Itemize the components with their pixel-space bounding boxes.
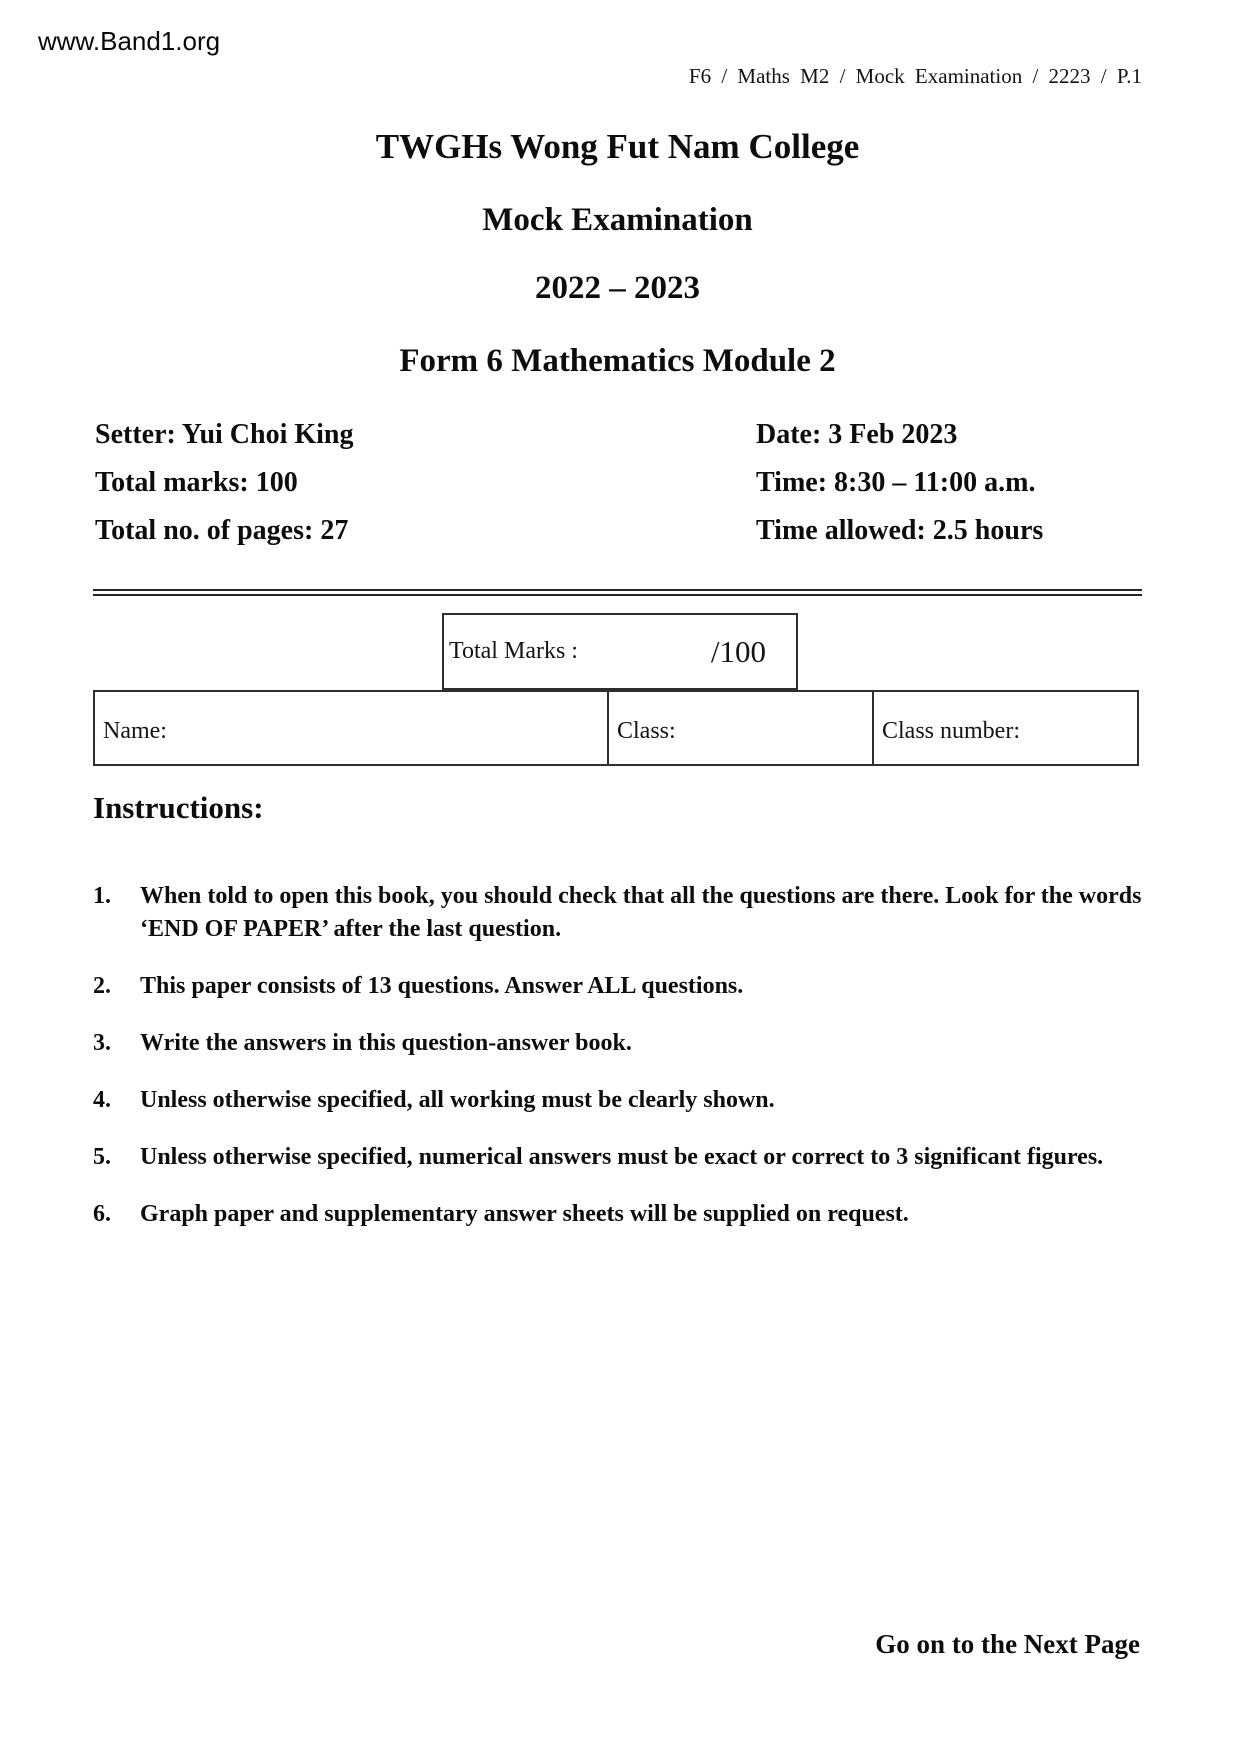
total-marks-label: Total Marks :: [449, 638, 578, 664]
instruction-item: [93, 880, 1149, 946]
site-watermark: www.Band1.org: [38, 26, 221, 56]
student-info-table: [93, 690, 1139, 766]
class-number-label: Class number:: [882, 717, 1020, 744]
instruction-number: 4.: [93, 1087, 111, 1113]
instruction-number: 1.: [93, 883, 111, 909]
page-header-course-code: F6 / Maths M2 / Mock Examination / 2223 / P.1: [688, 64, 1142, 88]
instruction-text: This paper consists of 13 questions. Answer ALL questions.: [140, 973, 744, 999]
total-marks-line: Total marks: 100: [95, 467, 298, 498]
exam-name: Mock Examination: [482, 202, 753, 238]
instruction-text: Graph paper and supplementary answer sheets will be supplied on request.: [140, 1201, 909, 1227]
name-label: Name:: [103, 717, 167, 744]
instruction-text: When told to open this book, you should check that all the questions are there. Look for the words ‘END OF PAPER’ after the last question.: [140, 883, 1142, 942]
date-line: Date: 3 Feb 2023: [756, 419, 958, 450]
time-allowed-line: Time allowed: 2.5 hours: [756, 515, 1044, 546]
instruction-text: Write the answers in this question-answer book.: [140, 1030, 632, 1056]
instruction-item: [93, 1084, 1149, 1117]
total-marks-value: /100: [710, 633, 766, 669]
instructions-heading: Instructions:: [93, 790, 264, 825]
go-to-next-page-note: Go on to the Next Page: [875, 1629, 1140, 1659]
instruction-item: [93, 1198, 1149, 1231]
instruction-number: 5.: [93, 1144, 111, 1170]
class-number-field: [872, 692, 1137, 764]
subject-title: Form 6 Mathematics Module 2: [399, 343, 836, 379]
double-rule-divider: [93, 589, 1142, 596]
name-field: [95, 692, 607, 764]
instruction-item: [93, 1027, 1149, 1060]
instructions-list: [93, 880, 1149, 1255]
instruction-item: [93, 1141, 1149, 1174]
instruction-text: Unless otherwise specified, all working must be clearly shown.: [140, 1087, 775, 1113]
class-label: Class:: [617, 717, 676, 744]
exam-year: 2022 – 2023: [535, 270, 700, 306]
setter-line: Setter: Yui Choi King: [95, 419, 354, 450]
time-line: Time: 8:30 – 11:00 a.m.: [756, 467, 1036, 498]
total-marks-box: [442, 613, 798, 690]
instruction-number: 2.: [93, 973, 111, 999]
instruction-text: Unless otherwise specified, numerical answers must be exact or correct to 3 significant figures.: [140, 1144, 1104, 1170]
instruction-item: [93, 970, 1149, 1003]
school-name: TWGHs Wong Fut Nam College: [375, 127, 860, 166]
class-field: [607, 692, 872, 764]
total-pages-line: Total no. of pages: 27: [95, 515, 349, 546]
instruction-number: 6.: [93, 1201, 111, 1227]
instruction-number: 3.: [93, 1030, 111, 1056]
